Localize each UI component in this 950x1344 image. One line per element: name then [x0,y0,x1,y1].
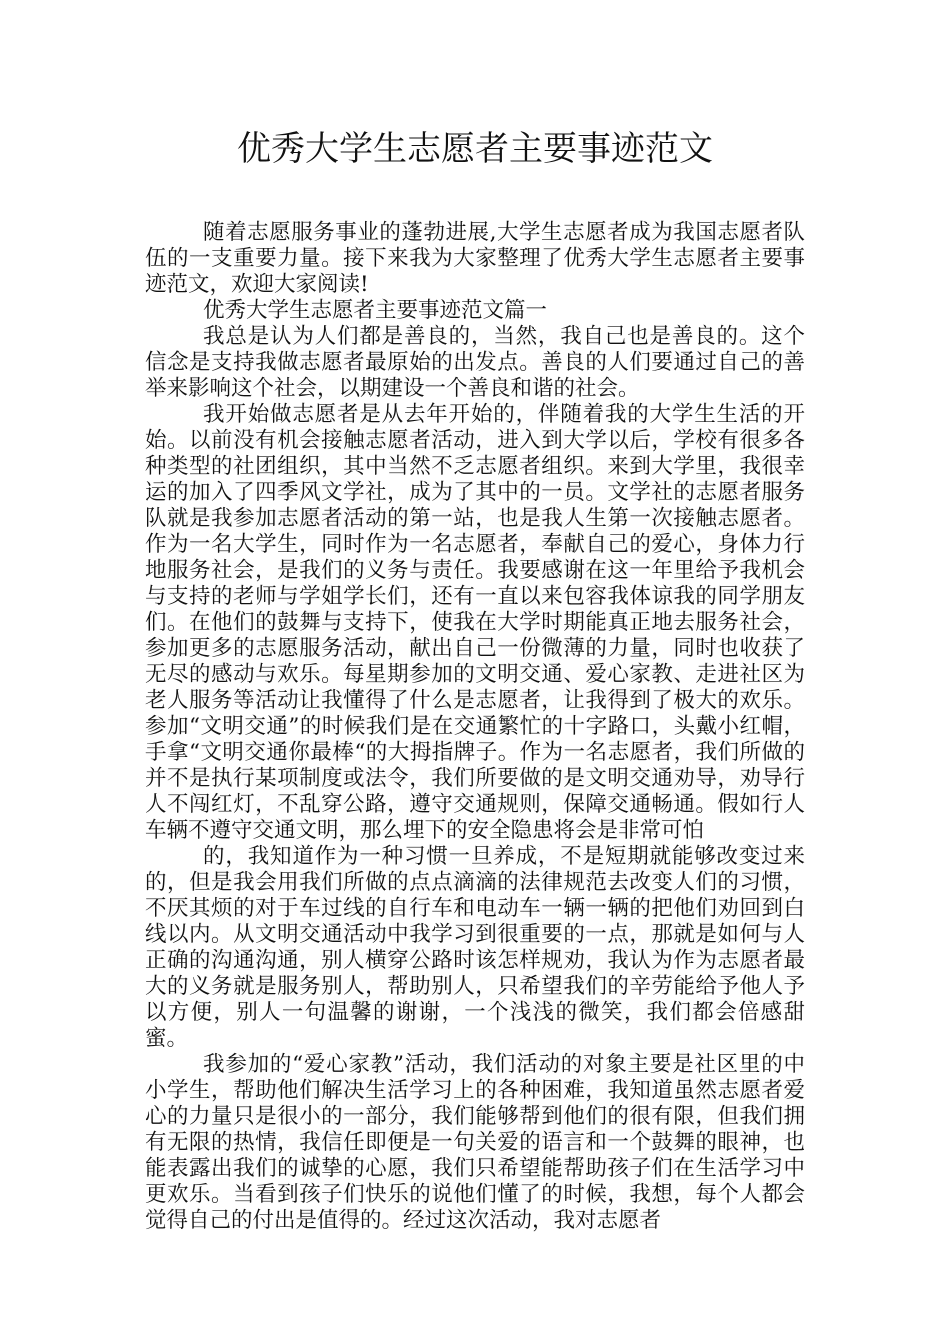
document-title: 优秀大学生志愿者主要事迹范文 [237,129,713,169]
body-paragraph: 的，我知道作为一种习惯一旦养成，不是短期就能够改变过来的，但是我会用我们所做的点点滴滴的法律规范去改变人们的习惯，不厌其烦的对于车过线的自行车和电动车一辆一辆的把他们劝回到白线以内。从文明交通活动中我学习到很重要的一点，那就是如何与人正确的沟通沟通，别人横穿公路时该怎样规劝，我认为作为志愿者最大的义务就是服务别人，帮助别人，只希望我们的辛劳能给予他人予以方便，别人一句温馨的谢谢，一个浅浅的微笑，我们都会倍感甜蜜。 [145,844,805,1051]
section-heading: 优秀大学生志愿者主要事迹范文篇一 [203,298,548,323]
body-paragraph: 我开始做志愿者是从去年开始的，伴随着我的大学生生活的开始。以前没有机会接触志愿者活动，进入到大学以后，学校有很多各种类型的社团组织，其中当然不乏志愿者组织。来到大学里，我很幸运的加入了四季风文学社，成为了其中的一员。文学社的志愿者服务队就是我参加志愿者活动的第一站，也是我人生第一次接触志愿者。作为一名大学生，同时作为一名志愿者，奉献自己的爱心，身体力行地服务社会，是我们的义务与责任。我要感谢在这一年里给予我机会与支持的老师与学姐学长们，还有一直以来包容我体谅我的同学朋友们。在他们的鼓舞与支持下，使我在大学时期能真正地去服务社会，参加更多的志愿服务活动，献出自己一份微薄的力量，同时也收获了无尽的感动与欢乐。每星期参加的文明交通、爱心家教、走进社区为老人服务等活动让我懂得了什么是志愿者，让我得到了极大的欢乐。 参加“文明交通”的时候我们是在交通繁忙的十字路口，头戴小红帽，手拿“文明交通你最棒“的大拇指牌子。作为一名志愿者，我们所做的并不是执行某项制度或法令，我们所要做的是文明交通劝导，劝导行人不闯红灯，不乱穿公路，遵守交通规则，保障交通畅通。假如行人车辆不遵守交通文明，那么埋下的安全隐患将会是非常可怕 [145,402,805,843]
body-paragraph: 我总是认为人们都是善良的，当然，我自己也是善良的。这个信念是支持我做志愿者最原始的出发点。善良的人们要通过自己的善举来影响这个社会，以期建设一个善良和谐的社会。 [145,324,805,401]
document-body [145,220,805,1234]
intro-paragraph: 随着志愿服务事业的蓬勃进展,大学生志愿者成为我国志愿者队伍的一支重要力量。接下来我为大家整理了优秀大学生志愿者主要事迹范文，欢迎大家阅读! [145,220,805,297]
body-paragraph: 我参加的“爱心家教”活动，我们活动的对象主要是社区里的中小学生，帮助他们解决生活学习上的各种困难，我知道虽然志愿者爱心的力量只是很小的一部分，我们能够帮到他们的很有限，但我们拥有无限的热情，我信任即便是一句关爱的语言和一个鼓舞的眼神，也能表露出我们的诚挚的心愿，我们只希望能帮助孩子们在生活学习中更欢乐。当看到孩子们快乐的说他们懂了的时候，我想，每个人都会觉得自己的付出是值得的。经过这次活动，我对志愿者 [145,1052,805,1233]
